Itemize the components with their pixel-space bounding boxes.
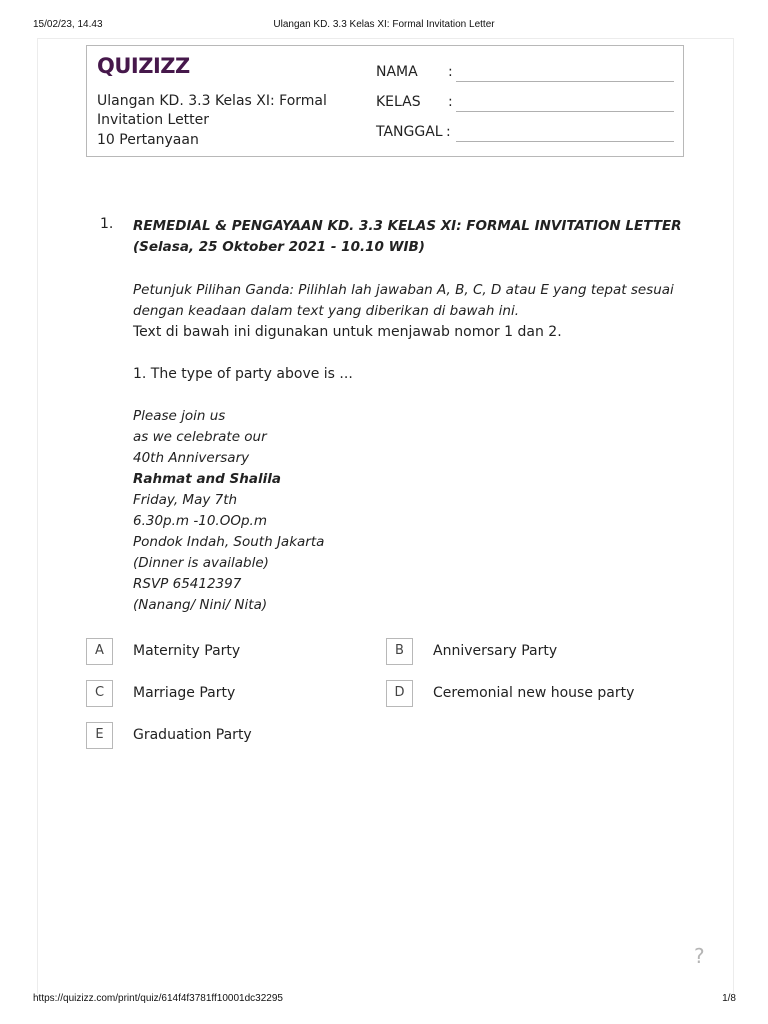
kelas-line bbox=[456, 111, 674, 112]
print-footer bbox=[0, 993, 768, 1013]
print-datetime: 15/02/23, 14.43 bbox=[33, 19, 103, 30]
option-text[interactable]: Ceremonial new house party bbox=[433, 685, 635, 701]
print-header bbox=[0, 0, 768, 40]
quizizz-logo: QUIZIZZ bbox=[97, 54, 190, 78]
question-prompt: 1. The type of party above is ... bbox=[133, 366, 353, 382]
option-text[interactable]: Graduation Party bbox=[133, 727, 252, 743]
question-count: 10 Pertanyaan bbox=[97, 132, 199, 148]
nama-field bbox=[376, 64, 676, 84]
invitation-line: (Dinner is available) bbox=[133, 555, 269, 571]
print-title: Ulangan KD. 3.3 Kelas XI: Formal Invitation Letter bbox=[273, 19, 495, 30]
nama-line bbox=[456, 81, 674, 82]
kelas-field bbox=[376, 94, 676, 114]
question-number: 1. bbox=[100, 216, 114, 232]
option-letter-box[interactable]: E bbox=[86, 722, 113, 749]
option-letter-box[interactable]: D bbox=[386, 680, 413, 707]
tanggal-line bbox=[456, 141, 674, 142]
option-letter-box[interactable]: A bbox=[86, 638, 113, 665]
tanggal-colon: : bbox=[446, 124, 451, 140]
tanggal-field bbox=[376, 124, 676, 144]
invitation-line: (Nanang/ Nini/ Nita) bbox=[133, 597, 268, 613]
invitation-line: Pondok Indah, South Jakarta bbox=[133, 534, 325, 550]
invitation-text bbox=[133, 406, 533, 616]
invitation-line: as we celebrate our bbox=[133, 429, 267, 445]
invitation-line: Friday, May 7th bbox=[133, 492, 238, 508]
quiz-header-box bbox=[86, 45, 684, 157]
kelas-colon: : bbox=[448, 94, 453, 110]
option-letter-box[interactable]: C bbox=[86, 680, 113, 707]
option-text[interactable]: Anniversary Party bbox=[433, 643, 558, 659]
question-instruction: Petunjuk Pilihan Ganda: Pilihlah lah jawaban A, B, C, D atau E yang tepat sesuai dengan keadaan dalam text yang diberikan di bawah ini. bbox=[133, 282, 674, 319]
option-letter-box[interactable]: B bbox=[386, 638, 413, 665]
option-e[interactable] bbox=[86, 722, 386, 750]
invitation-line: 40th Anniversary bbox=[133, 450, 250, 466]
quiz-title: Ulangan KD. 3.3 Kelas XI: Formal Invitation Letter bbox=[97, 93, 327, 128]
option-text[interactable]: Maternity Party bbox=[133, 643, 241, 659]
question-heading bbox=[133, 216, 693, 258]
kelas-label: KELAS bbox=[376, 94, 421, 110]
invitation-hosts: Rahmat and Shalila bbox=[133, 471, 281, 487]
option-a[interactable] bbox=[86, 638, 386, 666]
invitation-line: Please join us bbox=[133, 408, 226, 424]
option-b[interactable] bbox=[386, 638, 686, 666]
option-c[interactable] bbox=[86, 680, 386, 708]
option-d[interactable] bbox=[386, 680, 686, 708]
print-url: https://quizizz.com/print/quiz/614f4f3781ff10001dc32295 bbox=[33, 993, 283, 1004]
tanggal-label: TANGGAL bbox=[376, 124, 443, 140]
invitation-line: RSVP 65412397 bbox=[133, 576, 242, 592]
question-mark-icon[interactable]: ? bbox=[694, 944, 705, 968]
question-heading-line1: REMEDIAL & PENGAYAAN KD. 3.3 KELAS XI: FORMAL INVITATION LETTER bbox=[133, 218, 682, 234]
option-text[interactable]: Marriage Party bbox=[133, 685, 236, 701]
nama-label: NAMA bbox=[376, 64, 418, 80]
print-page-number: 1/8 bbox=[722, 993, 736, 1004]
invitation-line: 6.30p.m -10.OOp.m bbox=[133, 513, 267, 529]
question-note: Text di bawah ini digunakan untuk menjawab nomor 1 dan 2. bbox=[133, 324, 562, 340]
question-heading-line2: (Selasa, 25 Oktober 2021 - 10.10 WIB) bbox=[133, 239, 425, 255]
nama-colon: : bbox=[448, 64, 453, 80]
